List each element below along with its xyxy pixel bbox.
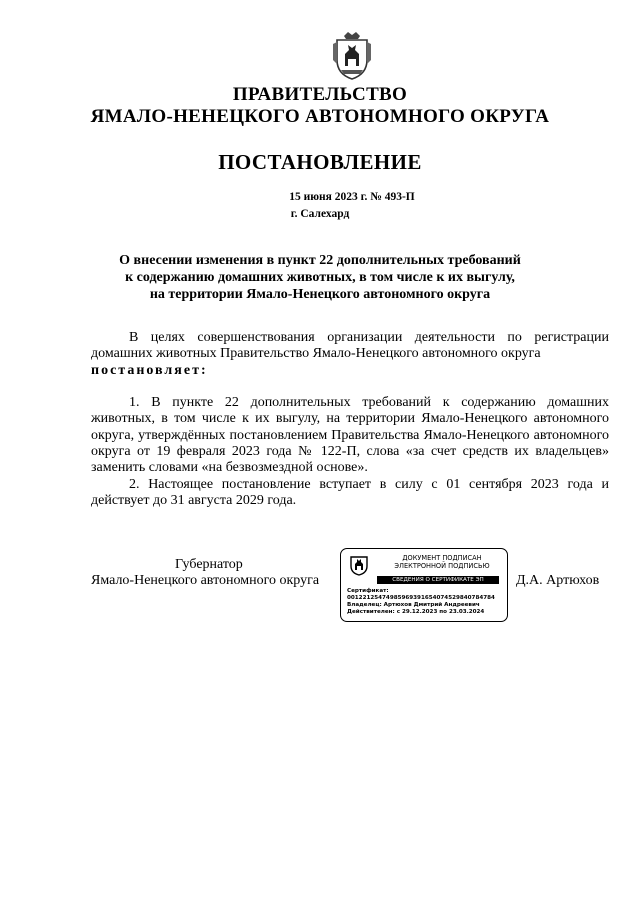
- preamble-text: В целях совершенствования организации деятельности по регистрации домашних животных Правительство Ямало-Ненецкого автономного округа: [91, 330, 609, 362]
- stamp-heading: [383, 554, 501, 570]
- subject-line-3: на территории Ямало-Ненецкого автономного округа: [149, 287, 491, 302]
- decree-item-1: 1. В пункте 22 дополнительных требований к содержанию домашних животных, в том числе к их выгулу, на территории Ямало-Ненецкого автономного округа, утверждённых постановлением Правительства Ямало-Ненецкого автономного округа от 19 февраля 2023 года № 122-П, слова «за счет средств их владельцев» заменить словами «на безвозмездной основе».: [91, 395, 609, 476]
- stamp-emblem-icon: [349, 554, 369, 576]
- signature-title-line-1: Губернатор: [175, 557, 243, 572]
- government-line-2: ЯМАЛО-НЕНЕЦКОГО АВТОНОМНОГО ОКРУГА: [90, 106, 550, 127]
- stamp-certificate-bar: СВЕДЕНИЯ О СЕРТИФИКАТЕ ЭП: [377, 576, 499, 584]
- signature-title-line-2: Ямало-Ненецкого автономного округа: [91, 573, 320, 588]
- stamp-owner: Владелец: Артюхов Дмитрий Андреевич: [347, 602, 480, 608]
- document-city: г. Салехард: [290, 208, 350, 220]
- document-date-number: 15 июня 2023 г. № 493-П: [289, 191, 415, 203]
- document-subject: [0, 252, 640, 303]
- stamp-certificate-label: Сертификат:: [347, 588, 389, 594]
- coat-of-arms-emblem: [333, 30, 371, 80]
- stamp-certificate-number: 00122125474985969391654074529840784784: [347, 595, 495, 601]
- stamp-heading-line-1: ДОКУМЕНТ ПОДПИСАН: [402, 554, 482, 562]
- electronic-signature-stamp: [340, 548, 508, 622]
- document-type-title: ПОСТАНОВЛЕНИЕ: [218, 150, 422, 174]
- preamble-paragraph: [91, 330, 609, 379]
- decrees-word: постановляет:: [91, 362, 208, 378]
- decree-item-2: 2. Настоящее постановление вступает в силу с 01 сентября 2023 года и действует до 31 августа 2029 года.: [91, 477, 609, 509]
- signatory-name: Д.А. Артюхов: [516, 573, 600, 588]
- government-line-1: ПРАВИТЕЛЬСТВО: [232, 84, 408, 105]
- stamp-validity: Действителен: с 29.12.2023 по 23.03.2024: [347, 609, 485, 615]
- subject-line-1: О внесении изменения в пункт 22 дополнительных требований: [119, 253, 521, 268]
- stamp-heading-line-2: ЭЛЕКТРОННОЙ ПОДПИСЬЮ: [394, 562, 490, 570]
- government-name: [0, 84, 640, 128]
- subject-line-2: к содержанию домашних животных, в том числе к их выгулу,: [125, 270, 515, 285]
